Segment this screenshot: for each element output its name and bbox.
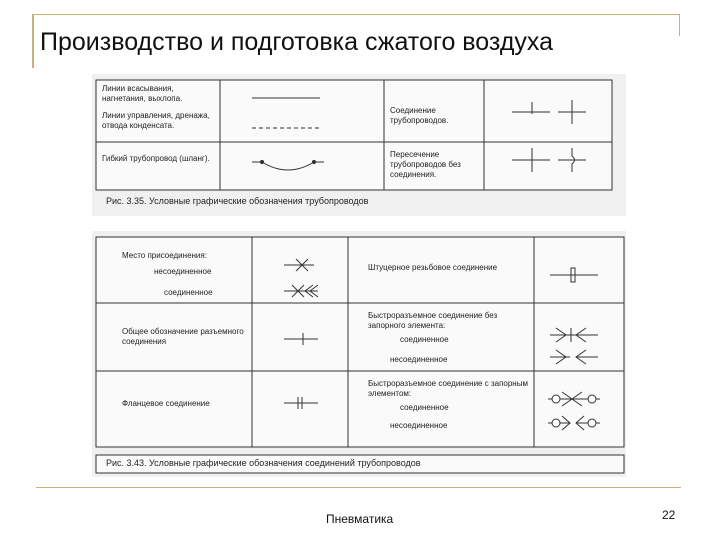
f1-row-hose-label: Гибкий трубопровод (шланг). [102, 154, 210, 163]
f2-caption: Рис. 3.43. Условные графические обозначения соединений трубопроводов [106, 458, 421, 468]
f2-attach-connected: соединенное [164, 288, 213, 297]
f2-quick-no-valve-connected: соединенное [400, 335, 449, 344]
figure-pipelines [92, 74, 626, 216]
f2-quick-valve-connected: соединенное [400, 403, 449, 412]
f1-caption: Рис. 3.35. Условные графические обозначения трубопроводов [106, 196, 369, 206]
f2-attach-heading: Место присоединения: [122, 251, 207, 260]
slide-title: Производство и подготовка сжатого воздуха [40, 28, 554, 56]
f2-threaded-label: Штуцерное резьбовое соединение [368, 263, 498, 272]
figure-connections [92, 231, 626, 477]
page-number: 22 [662, 508, 676, 522]
footer-title: Пневматика [326, 512, 394, 526]
f1-row-junction-label: Соединение трубопроводов. [390, 106, 449, 125]
f2-flange-label: Фланцевое соединение [122, 399, 210, 408]
slide-frame-left [32, 14, 34, 68]
slide-frame-right [679, 14, 680, 36]
f2-general-label: Общее обозначение разъемного соединения [122, 327, 244, 346]
slide-frame-top [32, 14, 680, 15]
f2-quick-no-valve-not-connected: несоединенное [390, 355, 448, 364]
f1-row-control-label: Линии управления, дренажа, отвода конденсата. [102, 111, 210, 130]
f2-attach-not-connected: несоединенное [154, 267, 212, 276]
f2-quick-valve-label: Быстроразъемное соединение с запорным элементом: [368, 379, 528, 398]
f2-quick-valve-not-connected: несоединенное [390, 421, 448, 430]
f2-quick-no-valve-label: Быстроразъемное соединение без запорного элемента: [368, 311, 498, 330]
f1-row-suction-label: Линии всасывания, нагнетания, выхлопа. [102, 84, 183, 103]
footer-divider [36, 487, 681, 488]
f1-row-crossing-label: Пересечение трубопроводов без соединения. [390, 150, 461, 179]
